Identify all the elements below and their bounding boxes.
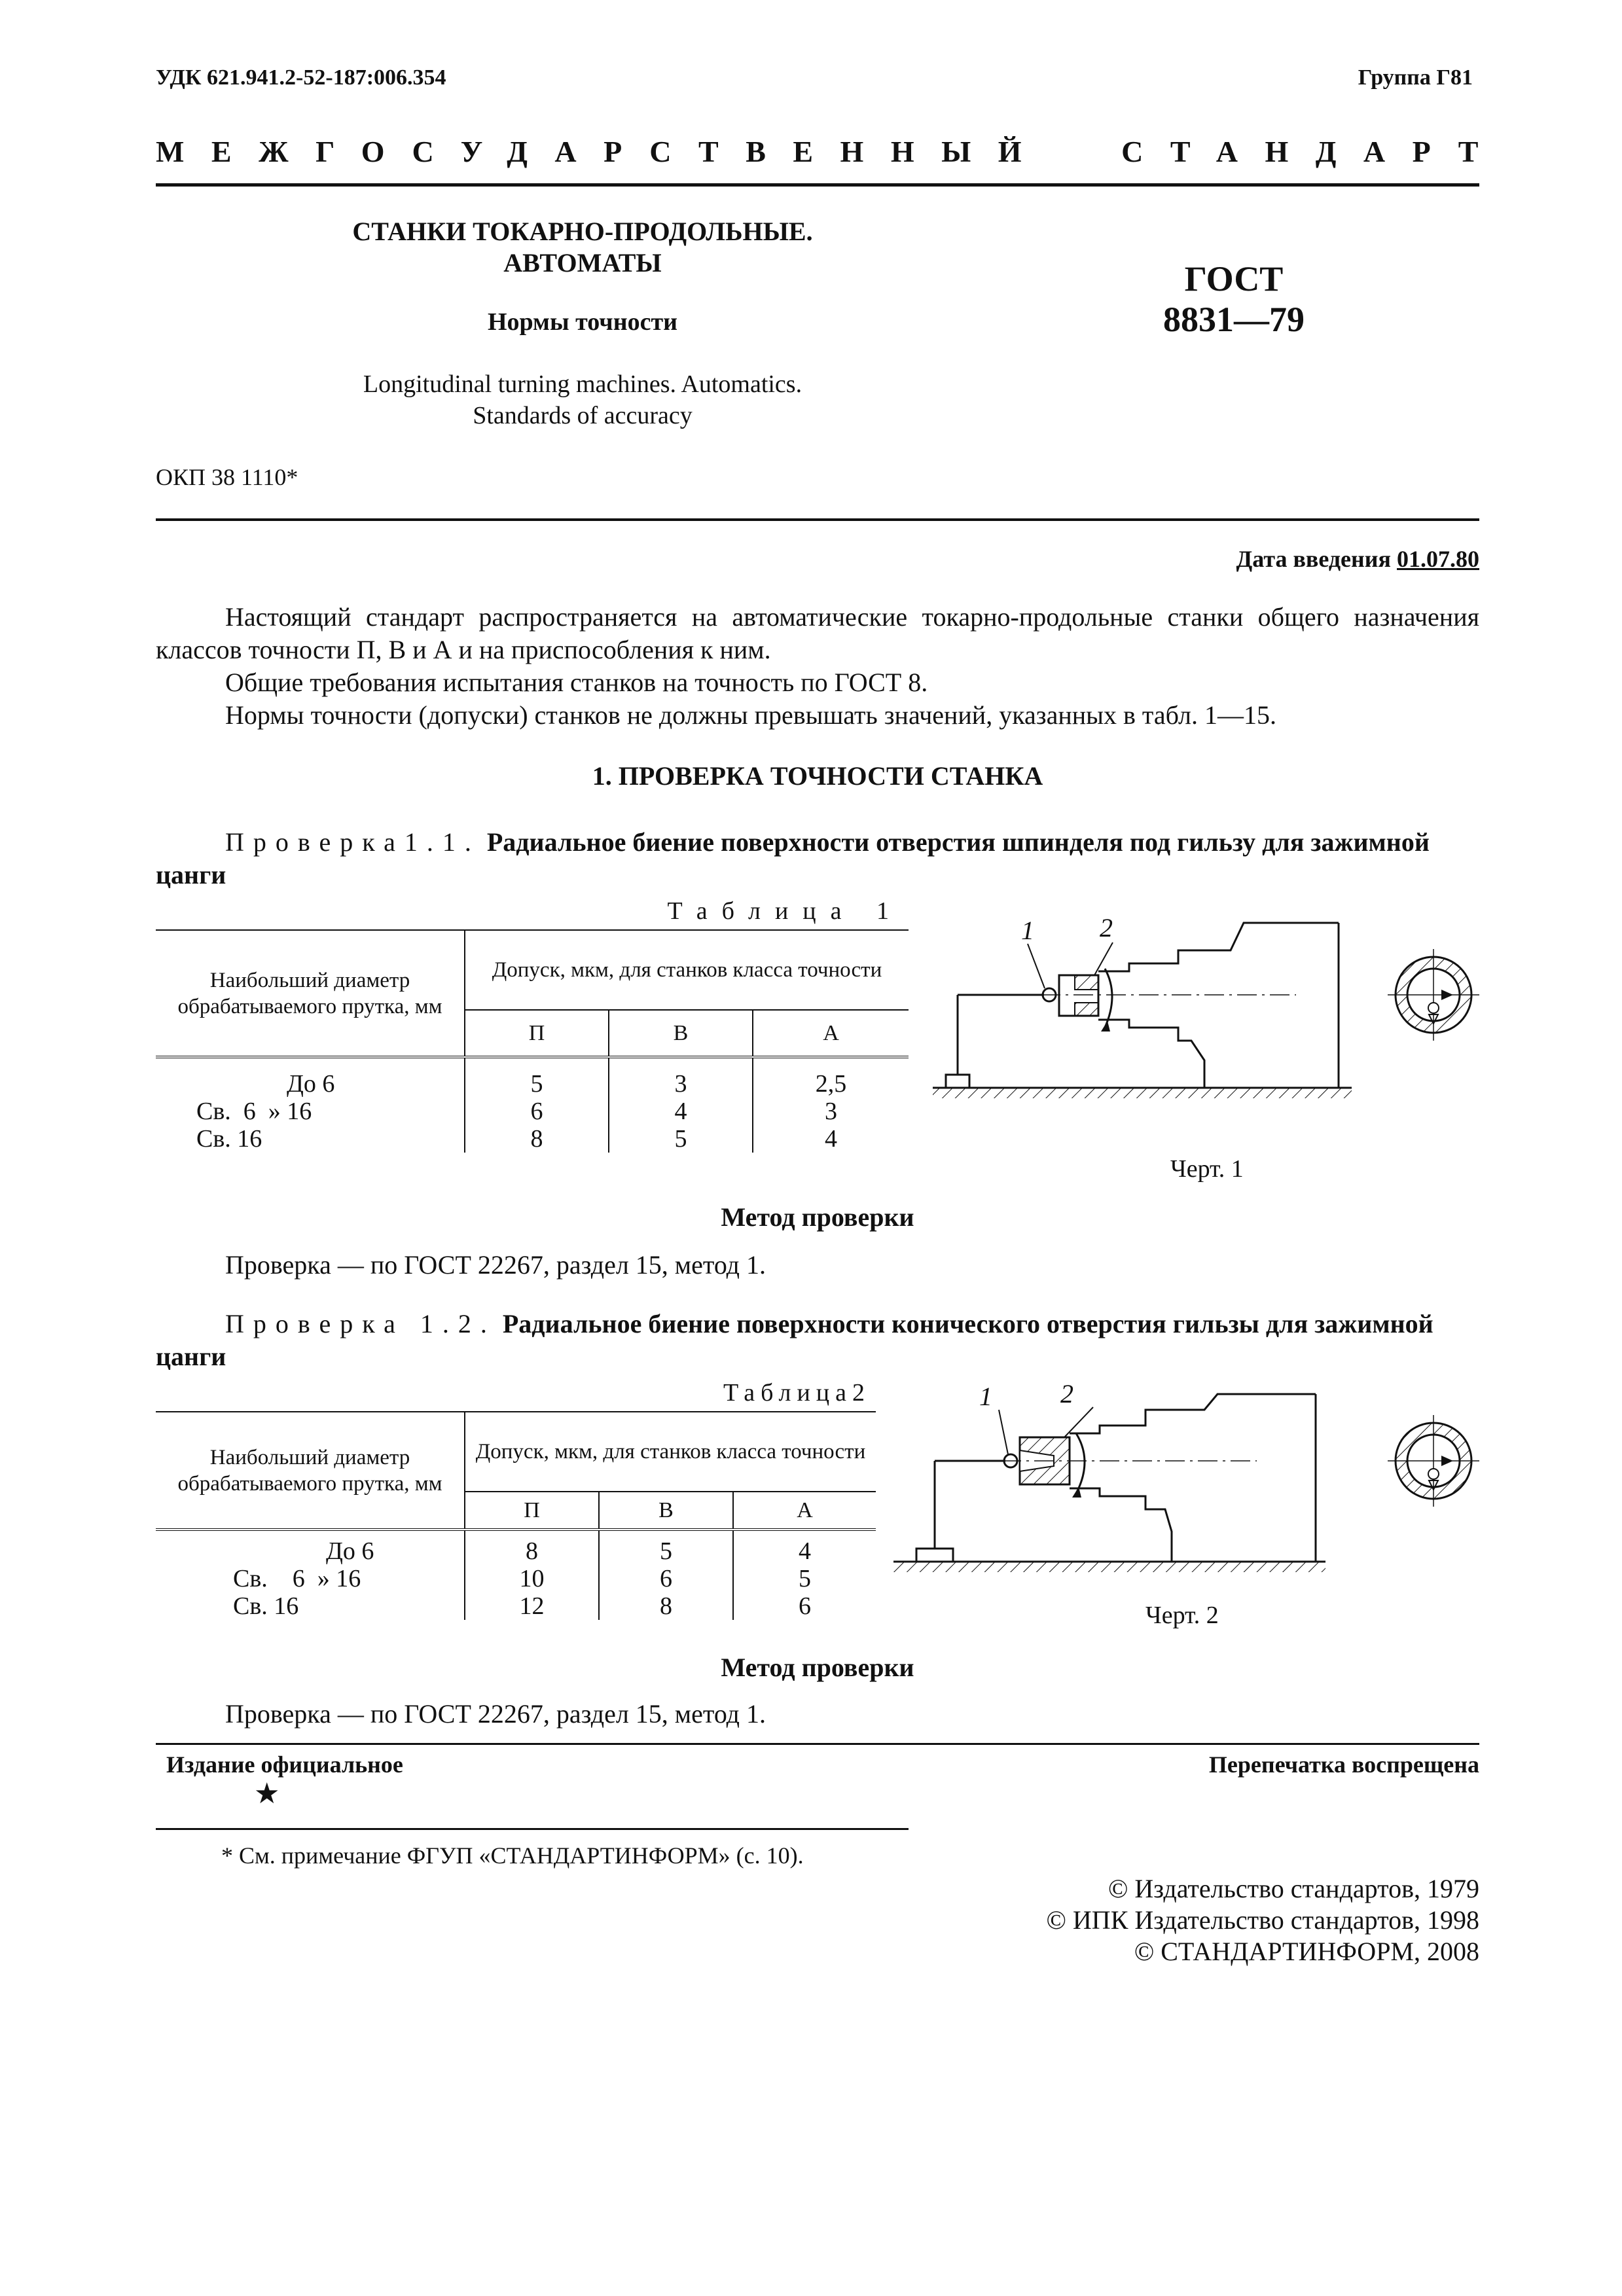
table-1-row-2-p: 6 (465, 1098, 609, 1125)
copyright-line-3: © СТАНДАРТИНФОРМ, 2008 (1134, 1937, 1479, 1966)
table-2-row-2-a: 5 (733, 1565, 876, 1592)
footnote: * См. примечание ФГУП «СТАНДАРТИНФОРМ» (с. 10). (221, 1842, 804, 1869)
section-probe-dot (1428, 1469, 1439, 1479)
table-row (156, 1592, 876, 1620)
rotation-arrowhead (1101, 1021, 1110, 1031)
table-2-row-3-diameter: Св. 16 (233, 1592, 299, 1620)
table-1-row-2-diameter: Св. 6 » 16 (196, 1098, 312, 1125)
document-subtitle: Нормы точности (487, 308, 678, 336)
gost-number: 8831—79 (1163, 300, 1305, 339)
table-2-row-1-diameter: До 6 (326, 1537, 374, 1565)
check-1-1-label: Проверка1.1. (225, 827, 480, 857)
footnote-rule (156, 1828, 909, 1830)
table-row (156, 1125, 909, 1153)
banner-rule (156, 183, 1479, 187)
rotation-arrow (1076, 1433, 1085, 1494)
section-probe-dot (1428, 1003, 1439, 1013)
table-1-row-1-p: 5 (465, 1070, 609, 1098)
table-1-row-1-diameter: До 6 (287, 1070, 335, 1098)
check-1-1-method-text: Проверка — по ГОСТ 22267, раздел 15, метод 1. (225, 1250, 766, 1280)
english-title-line-1: Longitudinal turning machines. Automatics. (363, 370, 802, 398)
figure-2-caption: Черт. 2 (1145, 1602, 1219, 1629)
title-line-1: СТАНКИ ТОКАРНО-ПРОДОЛЬНЫЕ. (352, 217, 813, 246)
table-1-row-3-diameter: Св. 16 (196, 1125, 262, 1153)
table-2-row-1-v: 5 (599, 1537, 733, 1565)
table-1-col-diameter-header: Наибольший диаметр обрабатываемого прутка, мм (156, 930, 465, 1057)
table-2-class-v: В (599, 1492, 733, 1530)
check-1-1-heading (156, 826, 1479, 891)
table-2 (156, 1411, 876, 1620)
table-1-row-3-p: 8 (465, 1125, 609, 1153)
copyright-line-1: © Издательство стандартов, 1979 (1108, 1874, 1479, 1903)
official-edition: Издание официальное (166, 1751, 403, 1778)
intro-paragraph-1: Настоящий стандарт распространяется на автоматические токарно-продольные станки общего назначения классов точности П, В и А и на приспособления к ним. (156, 602, 1479, 664)
spindle-outline-bottom (1070, 1488, 1172, 1562)
footer-rule (156, 1743, 1479, 1745)
check-1-2-heading (156, 1308, 1479, 1373)
english-title-line-2: Standards of accuracy (473, 402, 693, 429)
title-line-2: АВТОМАТЫ (503, 248, 662, 278)
table-1-class-p: П (465, 1010, 609, 1057)
table-1-row-1-v: 3 (609, 1070, 753, 1098)
intro-paragraph-3: Нормы точности (допуски) станков не должны превышать значений, указанных в табл. 1—15. (225, 700, 1276, 730)
table-2-class-a: А (733, 1492, 876, 1530)
banner-left: МЕЖГОСУДАРСТВЕННЫЙ (156, 135, 1049, 168)
table-1-caption: Таблица 1 (667, 897, 903, 925)
leader-1 (1028, 944, 1045, 988)
table-1-row-1-a: 2,5 (753, 1070, 909, 1098)
figure-2-diagram (890, 1381, 1492, 1597)
copyright-block (1047, 1873, 1479, 1967)
table-1-group-header: Допуск, мкм, для станков класса точности (465, 930, 909, 1010)
title-rule (156, 518, 1479, 521)
document-title (288, 216, 877, 279)
okp-code: ОКП 38 1110* (156, 464, 298, 490)
check-1-2-label: Проверка 1.2. (225, 1309, 496, 1338)
check-1-1-title: Радиальное биение поверхности отверстия шпинделя под гильзу для зажимной цанги (156, 827, 1430, 889)
table-1-row-3-v: 5 (609, 1125, 753, 1153)
table-2-row-1-p: 8 (465, 1537, 599, 1565)
ground-hatch (933, 1088, 1352, 1098)
indicator-stand-base (946, 1075, 969, 1088)
table-1-row-3-a: 4 (753, 1125, 909, 1153)
table-2-row-3-p: 12 (465, 1592, 599, 1620)
effective-date (1236, 545, 1480, 573)
intro-paragraph-2: Общие требования испытания станков на точность по ГОСТ 8. (225, 668, 928, 697)
spindle-outline-top (1070, 1394, 1316, 1433)
group-code: Группа Г81 (1358, 65, 1473, 90)
leader-1 (999, 1410, 1008, 1454)
table-row (156, 1537, 876, 1565)
table-2-caption: Таблица2 (723, 1379, 871, 1407)
table-2-col-diameter-header: Наибольший диаметр обрабатываемого прутка, мм (156, 1412, 465, 1530)
sleeve-wall-bottom (1075, 1003, 1098, 1016)
copyright-line-2: © ИПК Издательство стандартов, 1998 (1046, 1905, 1479, 1935)
gost-label: ГОСТ (1184, 259, 1284, 298)
gost-designation (1126, 259, 1342, 340)
figure-2-label-2: 2 (1060, 1379, 1073, 1408)
figure-1-label-2: 2 (1100, 913, 1113, 942)
table-2-row-2-v: 6 (599, 1565, 733, 1592)
table-1-class-a: А (753, 1010, 909, 1057)
sleeve-wall-top (1075, 975, 1098, 990)
figure-1-caption: Черт. 1 (1170, 1155, 1244, 1183)
standard-banner (156, 134, 1505, 173)
english-title (288, 368, 877, 431)
banner-right: СТАНДАРТ (1121, 135, 1505, 168)
star-mark: ★ (254, 1778, 280, 1810)
table-1-row-2-a: 3 (753, 1098, 909, 1125)
section-heading: 1. ПРОВЕРКА ТОЧНОСТИ СТАНКА (592, 761, 1043, 791)
table-2-row-3-v: 8 (599, 1592, 733, 1620)
table-row (156, 1565, 876, 1592)
table-row (156, 1098, 909, 1125)
date-value: 01.07.80 (1397, 546, 1479, 572)
table-2-class-p: П (465, 1492, 599, 1530)
check-1-2-method-text: Проверка — по ГОСТ 22267, раздел 15, метод 1. (225, 1699, 766, 1729)
figure-1-diagram (929, 903, 1492, 1126)
ground-hatch (893, 1562, 1325, 1572)
reprint-notice: Перепечатка воспрещена (1208, 1751, 1479, 1778)
spindle-outline-bottom (1098, 1020, 1204, 1088)
check-1-2-method-heading: Метод проверки (721, 1653, 914, 1682)
table-2-row-2-diameter: Св. 6 » 16 (233, 1565, 361, 1592)
figure-2-label-1: 1 (979, 1382, 992, 1411)
table-2-row-3-a: 6 (733, 1592, 876, 1620)
indicator-stand-base (916, 1549, 953, 1562)
figure-1-label-1: 1 (1021, 916, 1034, 945)
table-2-row-2-p: 10 (465, 1565, 599, 1592)
table-1-class-v: В (609, 1010, 753, 1057)
udk-code: УДК 621.941.2-52-187:006.354 (156, 65, 446, 90)
table-1-row-2-v: 4 (609, 1098, 753, 1125)
table-row (156, 1070, 909, 1098)
table-2-row-1-a: 4 (733, 1537, 876, 1565)
table-2-group-header: Допуск, мкм, для станков класса точности (465, 1412, 876, 1492)
spindle-outline-top (1098, 923, 1339, 971)
date-label: Дата введения (1236, 546, 1391, 572)
check-1-1-method-heading: Метод проверки (721, 1202, 914, 1232)
table-1 (156, 929, 909, 1153)
check-1-2-title: Радиальное биение поверхности конического отверстия гильзы для зажимной цанги (156, 1309, 1433, 1371)
